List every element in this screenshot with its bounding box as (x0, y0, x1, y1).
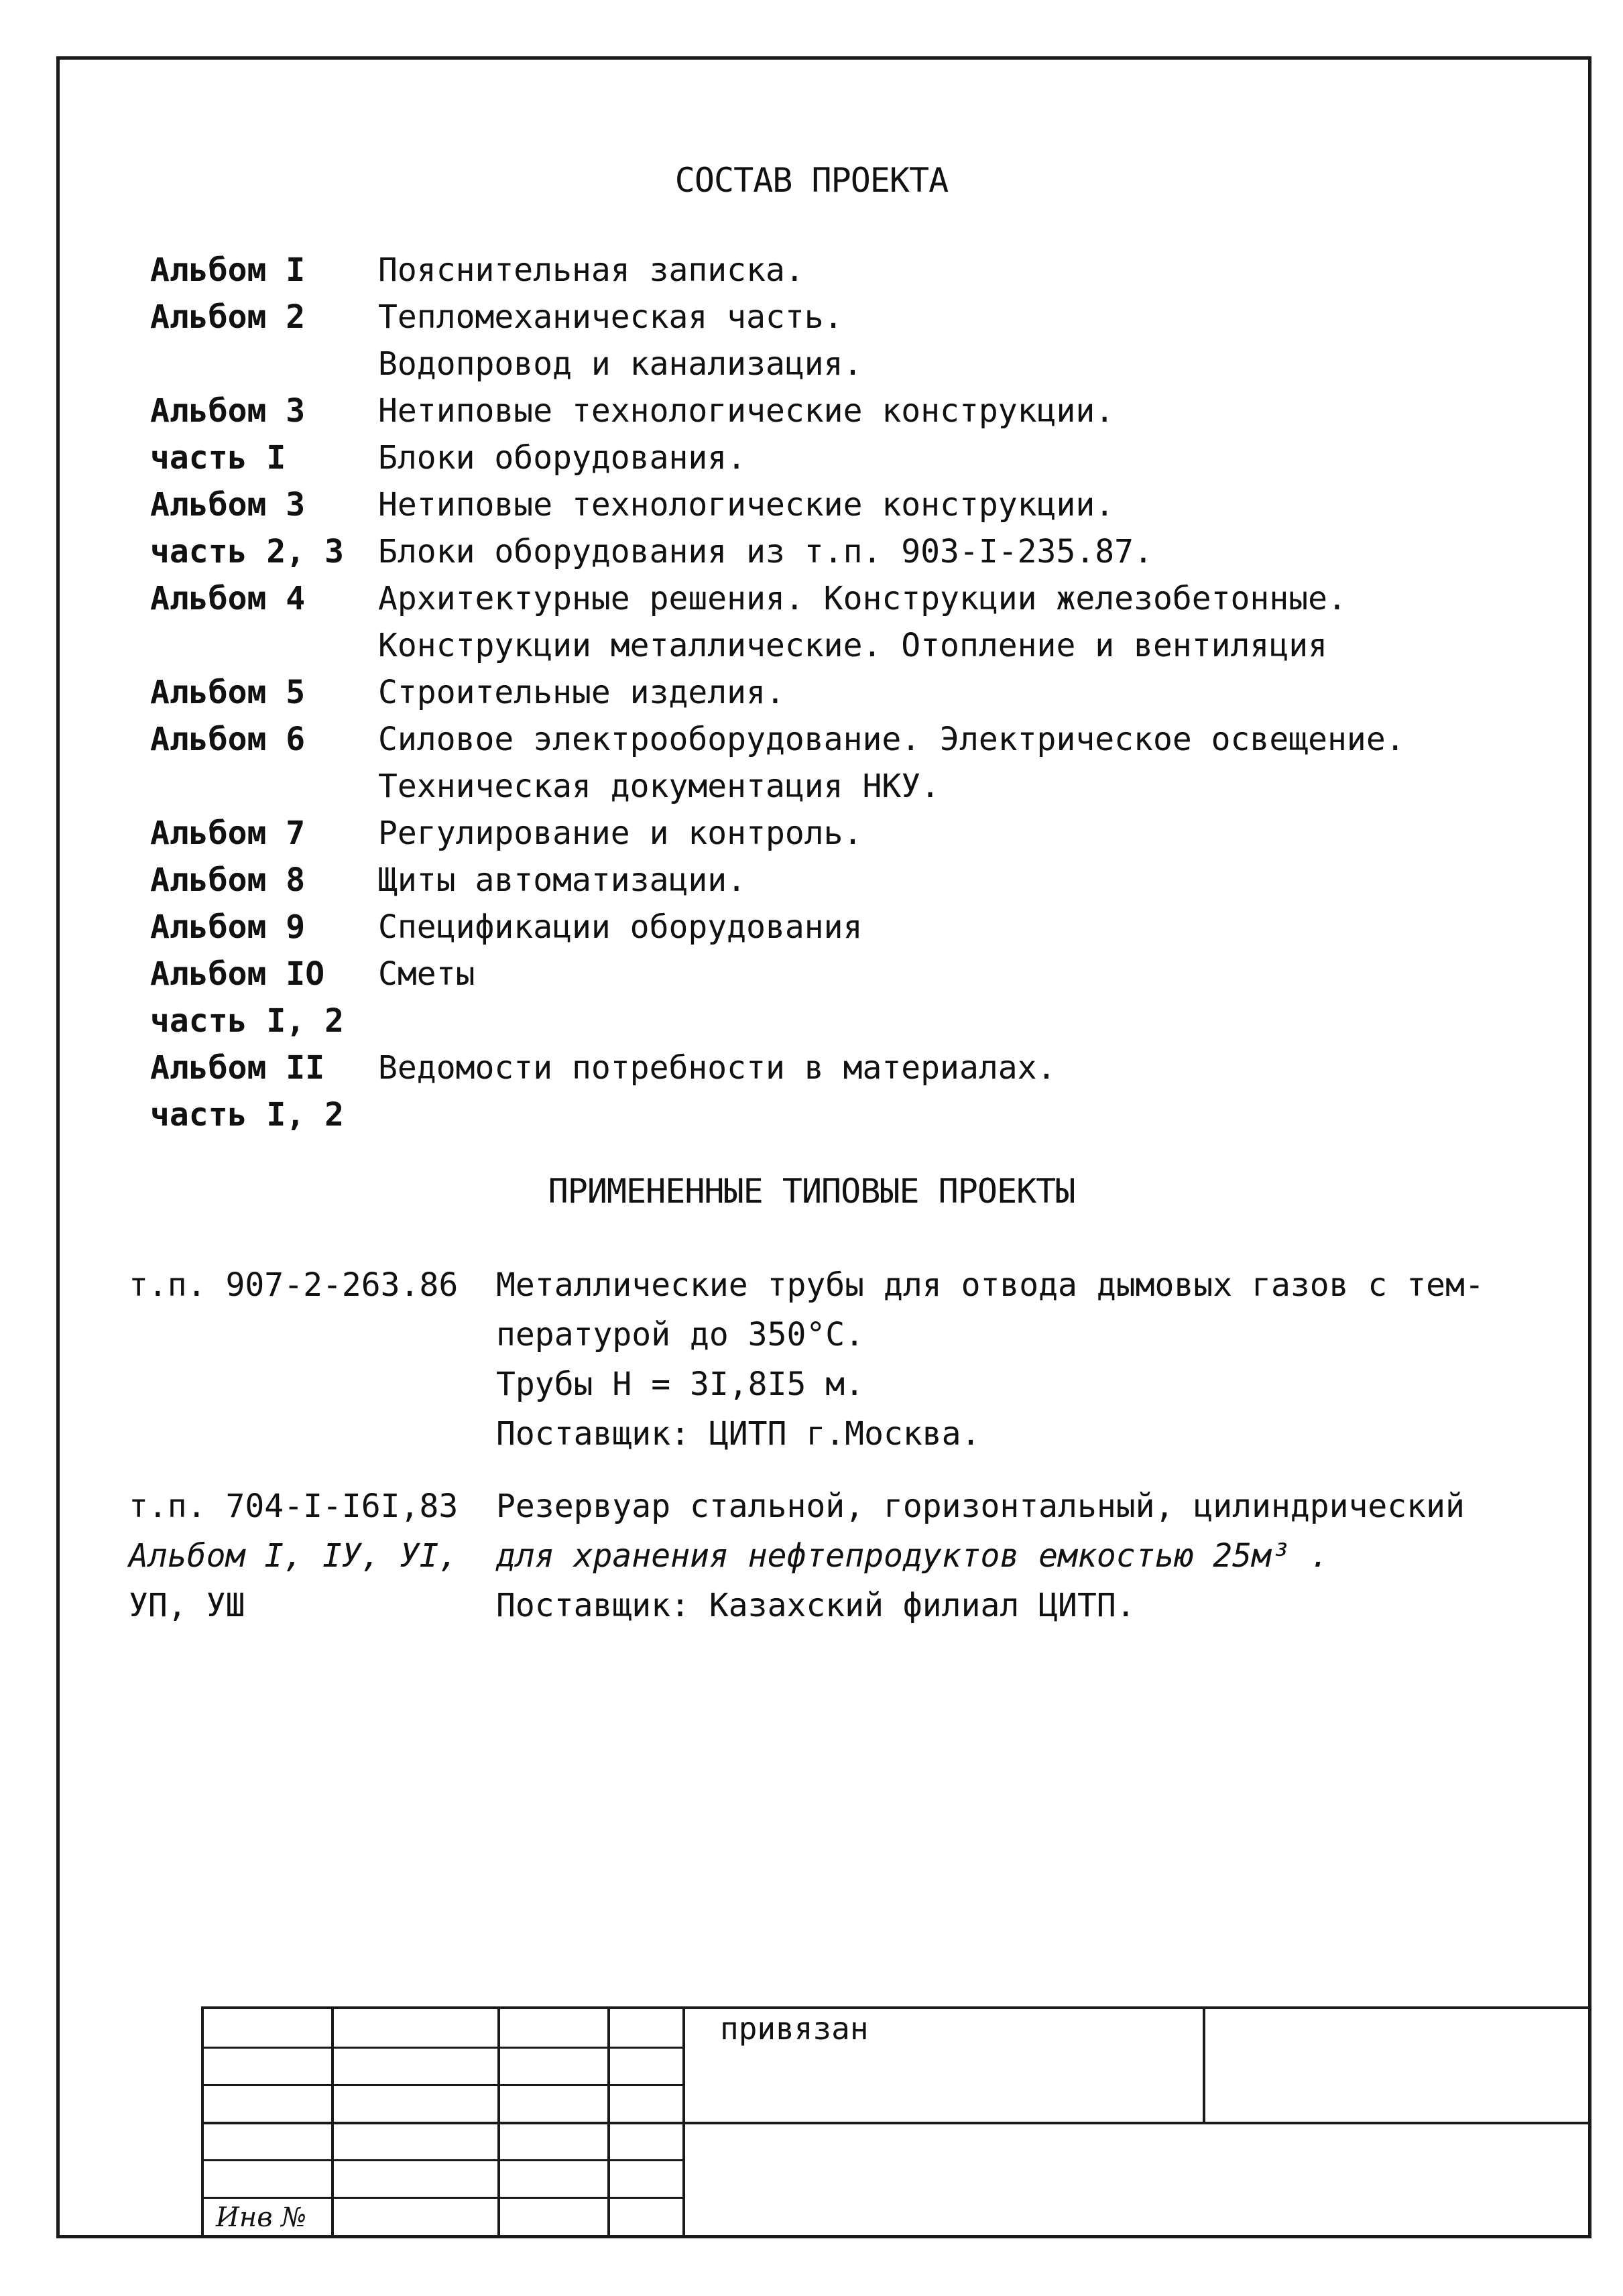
typical-project-label (129, 1260, 496, 1459)
typical-project-description (496, 1482, 1465, 1630)
album-row (150, 857, 1491, 904)
description-line: Резервуар стальной, горизонтальный, цилиндрический (496, 1488, 1465, 1525)
album-text: Нетиповые технологические конструкции. (378, 486, 1115, 524)
album-text: Пояснительная записка. (378, 251, 804, 289)
project-albums: Альбом I, IУ, УI, (129, 1537, 459, 1575)
stamp-divider (204, 2047, 682, 2049)
album-row (150, 669, 1491, 716)
stamp-divider (204, 2084, 682, 2086)
album-text: Щиты автоматизации. (378, 861, 747, 899)
album-text: Регулирование и контроль. (378, 814, 863, 852)
description-line: Поставщик: ЦИТП г.Москва. (496, 1415, 981, 1453)
album-row (150, 481, 1491, 528)
album-text: Силовое электрооборудование. Электрическое освещение. (378, 721, 1405, 758)
album-text: Спецификации оборудования (378, 908, 863, 946)
project-albums: УП, УШ (129, 1587, 245, 1624)
page-title: СОСТАВ ПРОЕКТА (674, 161, 949, 200)
album-row (150, 341, 1491, 387)
album-row (150, 575, 1491, 622)
stamp-divider (204, 2159, 682, 2161)
album-label: Альбом 7 (150, 814, 306, 852)
album-label: Альбом 3 (150, 486, 306, 524)
album-row (150, 622, 1491, 669)
description-line: для хранения нефтепродуктов емкостью 25м³ . (496, 1537, 1329, 1575)
album-text: Блоки оборудования из т.п. 903-I-235.87. (378, 533, 1153, 570)
album-row (150, 904, 1491, 951)
album-row (150, 528, 1491, 575)
album-label: Альбом 3 (150, 392, 306, 430)
stamp-table (201, 2006, 1591, 2238)
album-label: Альбом II (150, 1049, 325, 1087)
album-label: Альбом 9 (150, 908, 306, 946)
album-label: Альбом 4 (150, 580, 306, 617)
album-row (150, 716, 1491, 763)
description-line: Поставщик: Казахский филиал ЦИТП. (496, 1587, 1136, 1624)
album-row (150, 810, 1491, 857)
album-label: часть 2, 3 (150, 533, 344, 570)
album-text: Нетиповые технологические конструкции. (378, 392, 1115, 430)
album-text: Сметы (378, 955, 475, 993)
project-code: т.п. 907-2-263.86 (129, 1266, 459, 1304)
typical-projects-list (129, 1260, 1537, 1653)
album-text: Ведомости потребности в материалах. (378, 1049, 1057, 1087)
typical-project-description (496, 1260, 1484, 1459)
album-row (150, 247, 1491, 294)
album-label: Альбом 2 (150, 298, 306, 336)
album-row (150, 294, 1491, 341)
album-text: Водопровод и канализация. (378, 345, 863, 383)
typical-projects-heading: ПРИМЕНЕННЫЕ ТИПОВЫЕ ПРОЕКТЫ (548, 1172, 1075, 1211)
description-line: Трубы Н = 3I,8I5 м. (496, 1366, 865, 1403)
album-text: Техническая документация НКУ. (378, 768, 941, 805)
album-row (150, 998, 1491, 1044)
inventory-number-label: Инв № (216, 2202, 307, 2233)
stamp-divider (204, 2122, 1591, 2124)
description-line: пературой до 350°С. (496, 1316, 865, 1353)
album-row (150, 763, 1491, 810)
description-line: Металлические трубы для отвода дымовых газов с тем- (496, 1266, 1484, 1304)
typical-project-label (129, 1482, 496, 1630)
album-row (150, 434, 1491, 481)
album-text: Строительные изделия. (378, 674, 785, 711)
album-label: Альбом 6 (150, 721, 306, 758)
stamp-divider (204, 2197, 682, 2199)
typical-project (129, 1482, 1537, 1630)
album-label: Альбом 8 (150, 861, 306, 899)
album-row (150, 387, 1491, 434)
album-list (150, 247, 1491, 1138)
album-label: часть I (150, 439, 286, 477)
project-code: т.п. 704-I-I6I,83 (129, 1488, 459, 1525)
album-label: часть I, 2 (150, 1002, 344, 1040)
album-text: Архитектурные решения. Конструкции железобетонные. (378, 580, 1347, 617)
album-text: Конструкции металлические. Отопление и вентиляция (378, 627, 1328, 664)
album-label: часть I, 2 (150, 1096, 344, 1134)
album-row (150, 1044, 1491, 1091)
stamp-divider (1203, 2009, 1205, 2122)
album-label: Альбом IO (150, 955, 325, 993)
album-text: Блоки оборудования. (378, 439, 747, 477)
typical-project (129, 1260, 1537, 1459)
album-row (150, 951, 1491, 998)
album-row (150, 1091, 1491, 1138)
bound-label: привязан (720, 2010, 869, 2047)
album-label: Альбом 5 (150, 674, 306, 711)
album-text: Тепломеханическая часть. (378, 298, 843, 336)
album-label: Альбом I (150, 251, 306, 289)
